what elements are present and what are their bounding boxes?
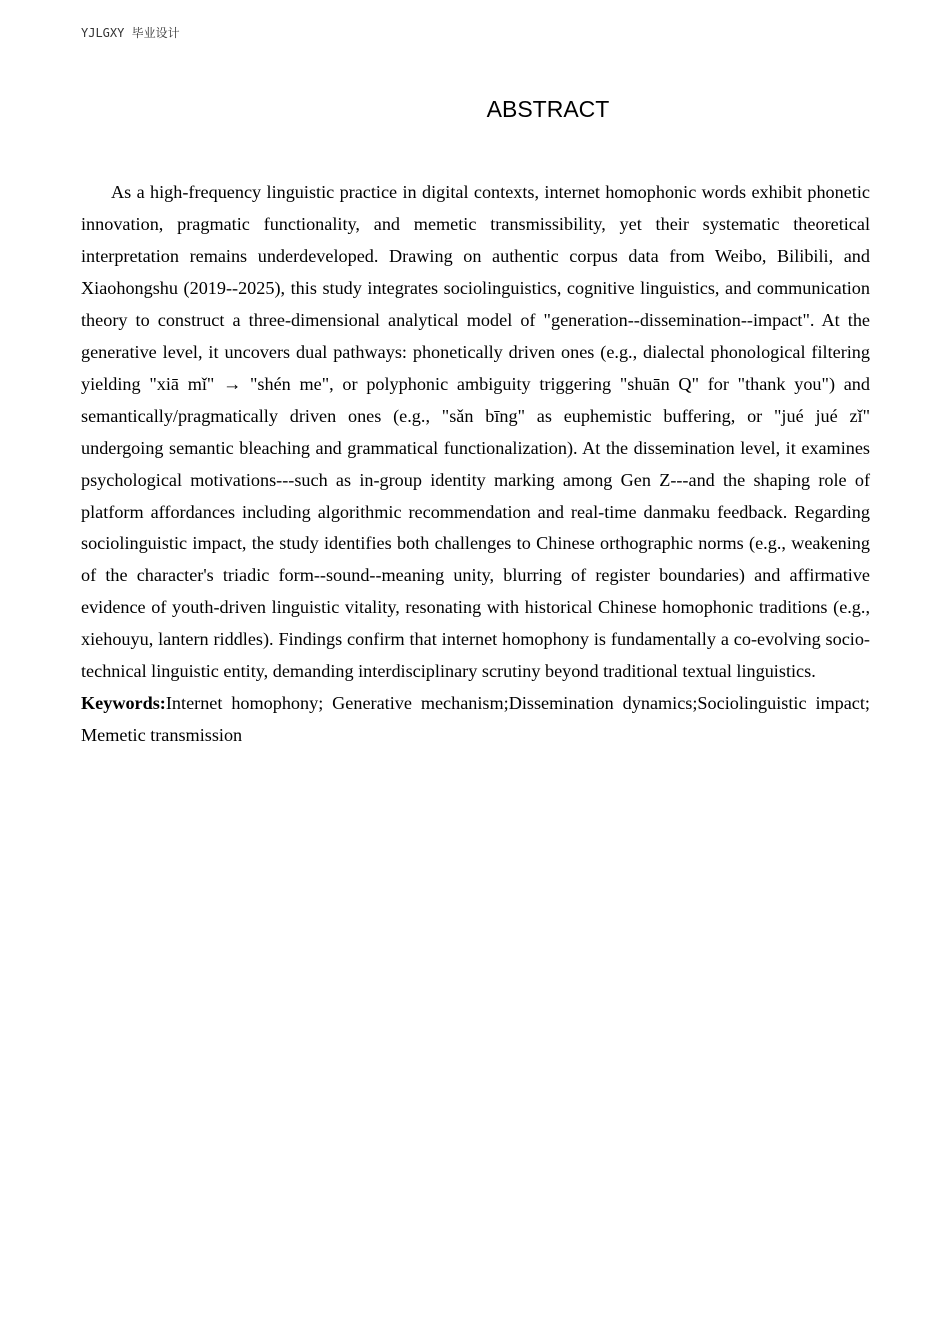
abstract-section [81, 177, 870, 752]
keywords-label: Keywords: [81, 693, 166, 714]
keywords-line [81, 688, 870, 752]
running-header: YJLGXY 毕业设计 [81, 26, 180, 40]
keywords-text: Internet homophony; Generative mechanism;Dissemination dynamics;Sociolinguistic impact; Memetic transmission [81, 693, 870, 746]
abstract-body: As a high-frequency linguistic practice in digital contexts, internet homophonic words exhibit phonetic innovation, pragmatic functionality, and memetic transmissibility, yet their systematic theoretical interpretation remains underdeveloped. Drawing on authentic corpus data from Weibo, Bilibili, and Xiaohongshu (2019--2025), this study integrates sociolinguistics, cognitive linguistics, and communication theory to construct a three-dimensional analytical model of "generation--dissemination--impact". At the generative level, it uncovers dual pathways: phonetically driven ones (e.g., dialectal phonological filtering yielding "xiā mǐ" → "shén me", or polyphonic ambiguity triggering "shuān Q" for "thank you") and semantically/pragmatically driven ones (e.g., "sǎn bīng" as euphemistic buffering, or "jué jué zǐ" undergoing semantic bleaching and grammatical functionalization). At the dissemination level, it examines psychological motivations---such as in-group identity marking among Gen Z---and the shaping role of platform affordances including algorithmic recommendation and real-time danmaku feedback. Regarding sociolinguistic impact, the study identifies both challenges to Chinese orthographic norms (e.g., weakening of the character's triadic form--sound--meaning unity, blurring of register boundaries) and affirmative evidence of youth-driven linguistic vitality, resonating with historical Chinese homophonic traditions (e.g., xiehouyu, lantern riddles). Findings confirm that internet homophony is fundamentally a co-evolving socio-technical linguistic entity, demanding interdisciplinary scrutiny beyond traditional textual linguistics. [81, 182, 870, 682]
abstract-title: ABSTRACT [486, 96, 610, 122]
